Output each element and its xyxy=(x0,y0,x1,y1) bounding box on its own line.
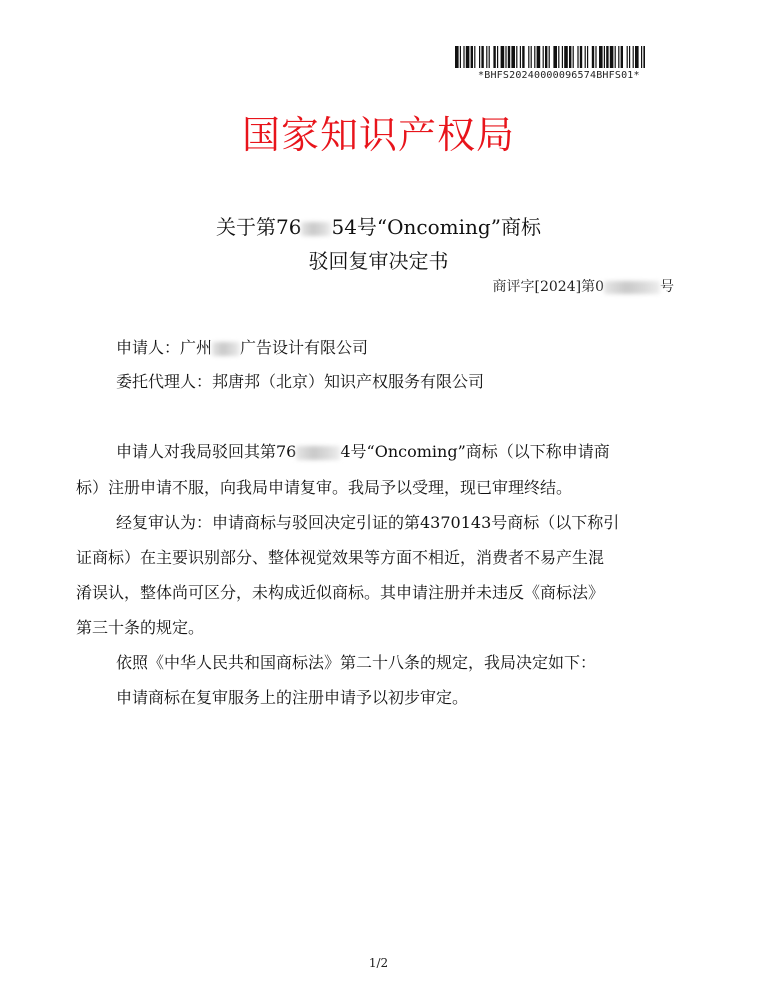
barcode-bar xyxy=(627,46,628,68)
barcode-text: *BHFS20240000096574BHFS01* xyxy=(478,70,640,81)
applicant-prefix: 申请人：广州 xyxy=(116,338,213,357)
barcode-bar xyxy=(516,46,517,68)
barcode-bar xyxy=(520,46,521,68)
barcode-bar xyxy=(471,46,473,68)
barcode-bar xyxy=(573,46,574,68)
barcode-bar xyxy=(585,46,586,68)
barcode-bar xyxy=(493,46,495,68)
barcode-bar xyxy=(460,46,461,68)
barcode-bar xyxy=(621,46,623,68)
barcode-bar xyxy=(577,46,578,68)
barcode-bar xyxy=(564,46,568,68)
doc-no-prefix: 商评字[2024]第0 xyxy=(492,279,604,295)
decision-title-line2: 驳回复审决定书 xyxy=(308,249,449,273)
barcode-bar xyxy=(604,46,605,68)
barcode-bar xyxy=(629,46,630,68)
barcode-bar xyxy=(562,46,563,68)
barcode-bar xyxy=(618,46,619,68)
title-suffix: 54号“Oncoming”商标 xyxy=(331,215,541,239)
barcode-bar xyxy=(528,46,529,68)
barcode-bar xyxy=(543,46,544,68)
barcode-bar xyxy=(455,46,459,68)
body-p2-line4: 第三十条的规定。 xyxy=(76,618,205,637)
barcode-bar xyxy=(463,46,464,68)
agent-line: 委托代理人：邦唐邦（北京）知识产权服务有限公司 xyxy=(116,372,485,391)
applicant-suffix: 广告设计有限公司 xyxy=(240,338,369,357)
decision-title-line1 xyxy=(0,211,757,240)
barcode-bar xyxy=(505,46,506,68)
title-prefix: 关于第76 xyxy=(216,215,302,239)
document-number xyxy=(493,276,674,296)
barcode-bar xyxy=(641,46,642,68)
body-p1-line2: 标）注册申请不服，向我局申请复审。我局予以受理，现已审理终结。 xyxy=(76,478,573,497)
barcode-bar xyxy=(474,46,475,68)
barcode-bar xyxy=(486,46,487,68)
barcode-bar xyxy=(497,46,498,68)
barcode-bar xyxy=(479,46,480,68)
barcode-bar xyxy=(501,46,505,68)
barcode-bar xyxy=(580,46,582,68)
barcode-bar xyxy=(489,46,490,68)
redacted-number-title xyxy=(301,222,331,236)
body-p2-line2: 证商标）在主要识别部分、整体视觉效果等方面不相近，消费者不易产生混 xyxy=(76,548,605,567)
barcode-bar xyxy=(610,46,614,68)
barcode-bar xyxy=(537,46,541,68)
barcode-bar xyxy=(595,46,596,68)
barcode-bar xyxy=(466,46,470,68)
barcode-bar xyxy=(522,46,524,68)
p1-suffix: 4号“Oncoming”商标（以下称申请商 xyxy=(340,442,610,461)
barcode-bar xyxy=(545,46,547,68)
barcode-bar xyxy=(558,46,559,68)
page-number: 1/2 xyxy=(368,956,389,970)
barcode-bar xyxy=(531,46,532,68)
body-p3: 依照《中华人民共和国商标法》第二十八条的规定，我局决定如下： xyxy=(116,653,597,672)
barcode-bar xyxy=(592,46,594,68)
doc-no-suffix: 号 xyxy=(660,279,674,295)
barcode-bar xyxy=(553,46,557,68)
redacted-doc-no xyxy=(604,281,660,294)
p1-prefix: 申请人对我局驳回其第76 xyxy=(116,442,297,461)
redacted-applicant xyxy=(212,342,240,356)
barcode-bar xyxy=(569,46,571,68)
barcode-bar xyxy=(615,46,616,68)
barcode-bar xyxy=(587,46,588,68)
applicant-line xyxy=(76,338,721,358)
barcode-bar xyxy=(481,46,483,68)
body-p2-line1: 经复审认为：申请商标与驳回决定引证的第4370143号商标（以下称引 xyxy=(116,513,620,532)
barcode-bar xyxy=(633,46,634,68)
barcode-bar xyxy=(549,46,550,68)
body-p2-line3: 淆误认，整体尚可区分，未构成近似商标。其申请注册并未违反《商标法》 xyxy=(76,583,605,602)
barcode-bar xyxy=(599,46,603,68)
barcode-bar xyxy=(606,46,608,68)
body-p4: 申请商标在复审服务上的注册申请予以初步审定。 xyxy=(116,688,469,707)
barcode-bar xyxy=(635,46,639,68)
barcode-bar xyxy=(643,46,645,68)
barcode-image xyxy=(455,46,645,68)
barcode-bar xyxy=(534,46,535,68)
barcode-bar xyxy=(508,46,510,68)
body-p1-line1 xyxy=(76,442,721,462)
agency-name: 国家知识产权局 xyxy=(241,113,515,157)
redacted-number-body xyxy=(296,446,340,460)
barcode-bar xyxy=(511,46,515,68)
